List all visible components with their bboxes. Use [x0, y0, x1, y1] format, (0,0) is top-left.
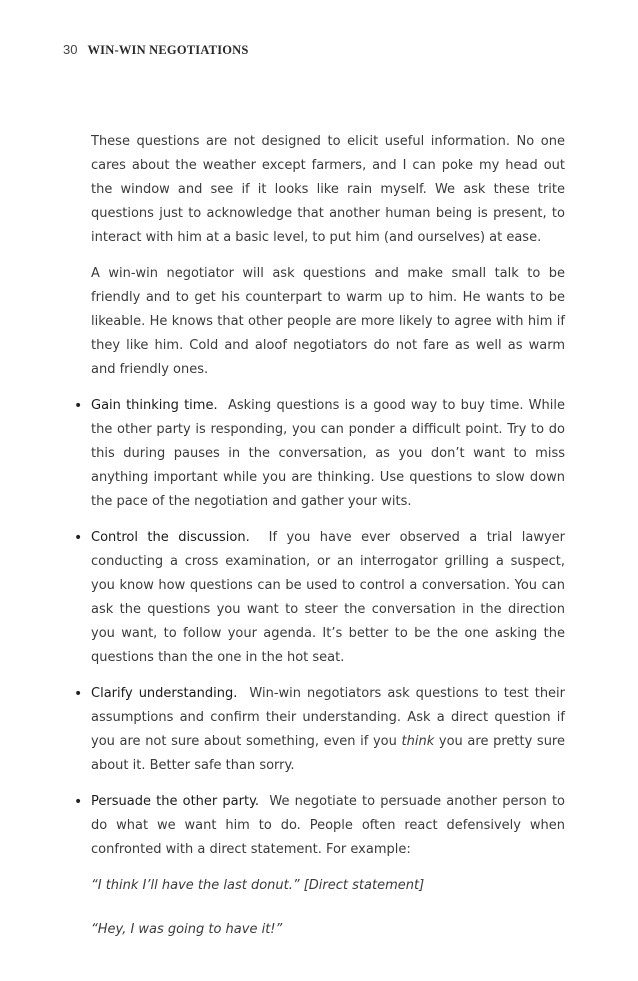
bullet-control-the-discussion	[74, 526, 566, 670]
paragraph: These questions are not designed to elicit useful information. No one cares about the weather except farmers, and I can poke my head out the window and see if it looks like rain myself. We ask these trite questions just to acknowledge that another human being is present, to interact with him at a basic level, to put him (and ourselves) at ease.	[91, 134, 565, 245]
bullet-text: We negotiate to persuade another person to do what we want him to do. People often react defensively when confronted with a direct statement. For example:	[91, 794, 566, 857]
bullet-icon: •	[74, 794, 83, 810]
bullet-text: you are pretty sure about it. Better safe than sorry.	[91, 734, 565, 773]
bullet-clarify-understanding	[74, 682, 566, 778]
bullet-heading: Persuade the other party.	[91, 794, 260, 809]
page-number: 30	[63, 42, 78, 57]
bullet-text: Win-win negotiators ask questions to test their assumptions and confirm their understanding. Ask a direct question if you are not sure about something, even if you	[91, 686, 566, 749]
bullet-text: If you have ever observed a trial lawyer conducting a cross examination, or an interrogator grilling a suspect, you know how questions can be used to control a conversation. You can ask the questions you want to steer the conversation in the direction you want, to follow your agenda. It’s better to be the one asking the questions than the one in the hot seat.	[91, 530, 566, 665]
bullet-gain-thinking-time	[74, 394, 565, 514]
page-header	[63, 42, 249, 58]
bullet-heading: Gain thinking time.	[91, 398, 218, 413]
running-title: WIN-WIN NEGOTIATIONS	[87, 43, 249, 57]
bullet-heading: Clarify understanding.	[91, 686, 238, 701]
bullet-list	[74, 394, 566, 862]
bullet-icon: •	[74, 530, 83, 546]
bullet-icon: •	[74, 398, 83, 414]
quote-direct-statement: “I think I’ll have the last donut.” [Direct statement]	[91, 878, 425, 893]
bullet-persuade-the-other-party	[74, 790, 566, 862]
bullet-text: Asking questions is a good way to buy time. While the other party is responding, you can ponder a difficult point. Try to do this during pauses in the conversation, as you don’t want to miss anything important while you are thinking. Use questions to slow down the pace of the negotiation and gather your wits.	[91, 398, 565, 509]
paragraph: A win-win negotiator will ask questions and make small talk to be friendly and to get his counterpart to warm up to him. He wants to be likeable. He knows that other people are more likely to agree with him if they like him. Cold and aloof negotiators do not fare as well as warm and friendly ones.	[91, 266, 565, 377]
emphasis-text: think	[401, 734, 435, 749]
page-body	[74, 130, 566, 954]
bullet-icon: •	[74, 686, 83, 702]
quote-reaction: “Hey, I was going to have it!”	[91, 922, 283, 937]
bullet-heading: Control the discussion.	[91, 530, 250, 545]
